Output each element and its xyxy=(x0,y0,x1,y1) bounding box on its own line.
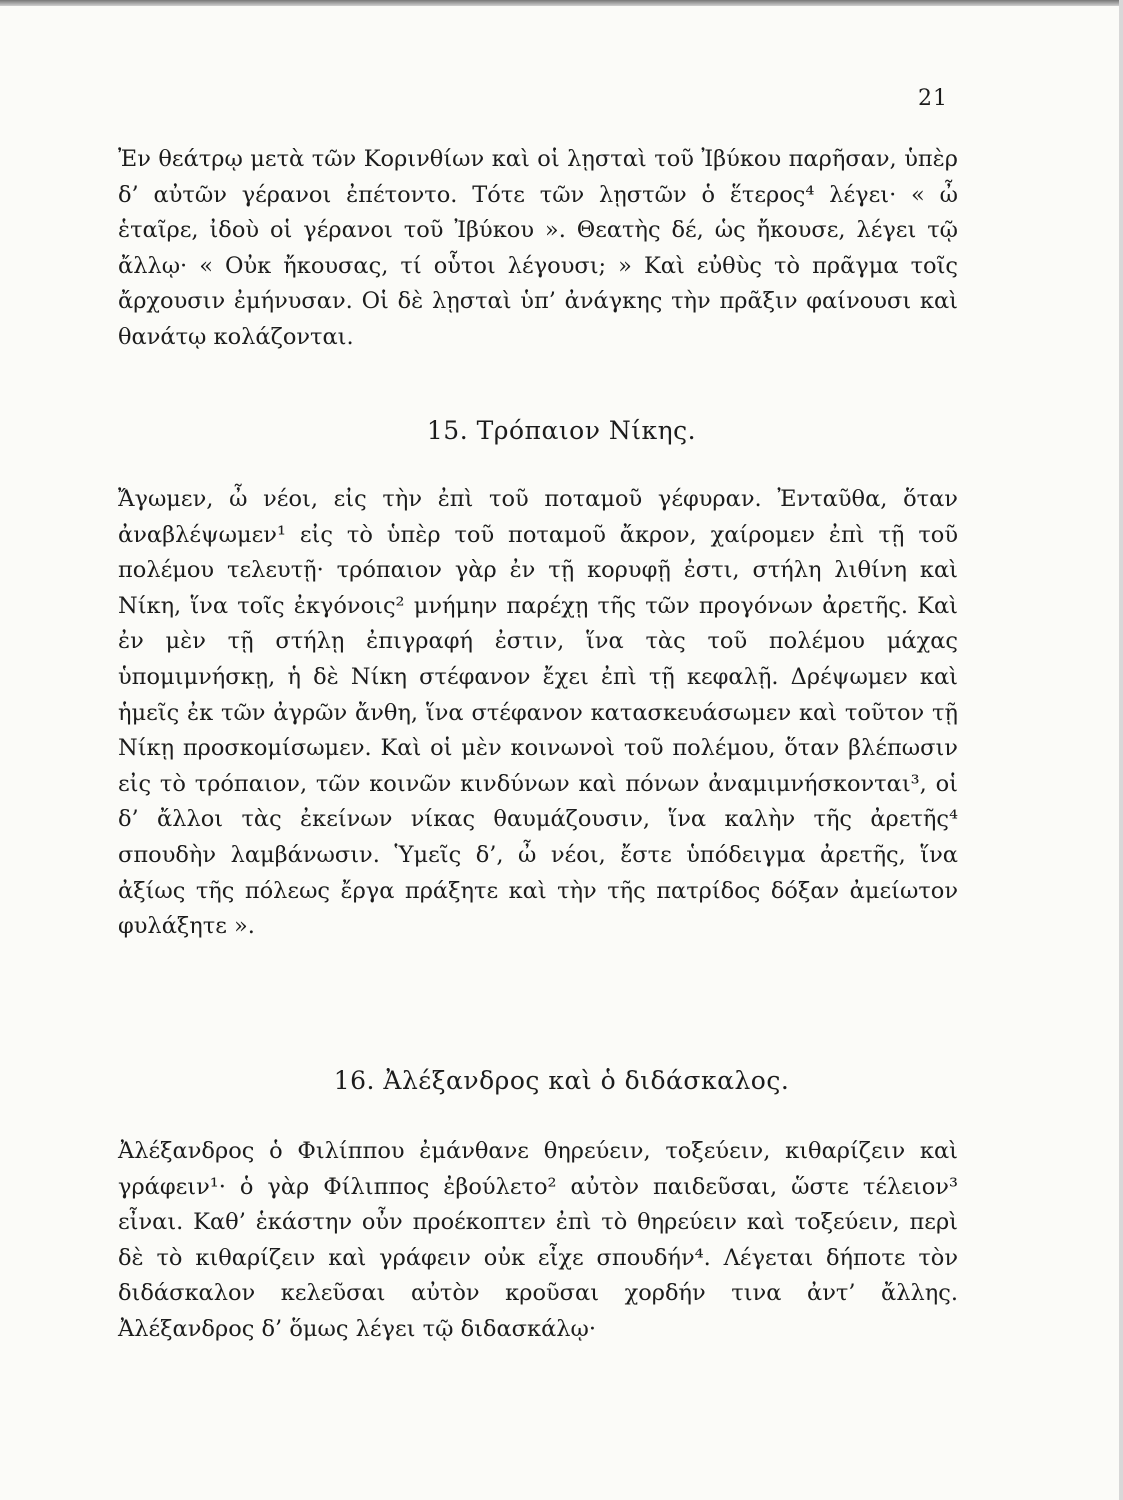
scan-top-edge xyxy=(0,0,1123,6)
section-14-paragraph: Ἐν θεάτρῳ μετὰ τῶν Κορινθίων καὶ οἱ λῃσταὶ τοῦ Ἰβύκου παρῆσαν, ὑπὲρ δ’ αὐτῶν γέρανοι ἐπέτοντο. Τότε τῶν λῃστῶν ὁ ἕτερος⁴ λέγει· « ὦ ἑταῖρε, ἰδοὺ οἱ γέρανοι τοῦ Ἰβύκου ». Θεατὴς δέ, ὡς ἤκουσε, λέγει τῷ ἄλλῳ· « Οὐκ ἤκουσας, τί οὗτοι λέγουσι; » Καὶ εὐθὺς τὸ πρᾶγμα τοῖς ἄρχουσιν ἐμήνυσαν. Οἱ δὲ λῃσταὶ ὑπ’ ἀνάγκης τὴν πρᾶξιν φαίνουσι καὶ θανάτῳ κολάζονται. xyxy=(118,146,958,350)
section-15-heading: 15. Τρόπαιον Νίκης. xyxy=(426,416,697,445)
section-16-paragraph: Ἀλέξανδρος ὁ Φιλίππου ἐμάνθανε θηρεύειν, τοξεύειν, κιθαρίζειν καὶ γράφειν¹· ὁ γὰρ Φίλιππος ἐβούλετο² αὐτὸν παιδεῦσαι, ὥστε τέλειον³ εἶναι. Καθ’ ἑκάστην οὖν προέκοπτεν ἐπὶ τὸ θηρεύειν καὶ τοξεύειν, περὶ δὲ τὸ κιθαρίζειν καὶ γράφειν οὐκ εἶχε σπουδήν⁴. Λέγεται δήποτε τὸν διδάσκαλον κελεῦσαι αὐτὸν κροῦσαι χορδήν τινα ἀντ’ ἄλλης. Ἀλέξανδρος δ’ ὅμως λέγει τῷ διδασκάλῳ· xyxy=(118,1138,958,1342)
section-15-paragraph: Ἄγωμεν, ὦ νέοι, εἰς τὴν ἐπὶ τοῦ ποταμοῦ γέφυραν. Ἐνταῦθα, ὅταν ἀναβλέψωμεν¹ εἰς τὸ ὑπὲρ τοῦ ποταμοῦ ἄκρον, χαίρομεν ἐπὶ τῇ τοῦ πολέμου τελευτῇ· τρόπαιον γὰρ ἐν τῇ κορυφῇ ἐστι, στήλη λιθίνη καὶ Νίκη, ἵνα τοῖς ἐκγόνοις² μνήμην παρέχῃ τῆς τῶν προγόνων ἀρετῆς. Καὶ ἐν μὲν τῇ στήλῃ ἐπιγραφή ἐστιν, ἵνα τὰς τοῦ πολέμου μάχας ὑπομιμνήσκῃ, ἡ δὲ Νίκη στέφανον ἔχει ἐπὶ τῇ κεφαλῇ. Δρέψωμεν καὶ ἡμεῖς ἐκ τῶν ἀγρῶν ἄνθη, ἵνα στέφανον κατασκευάσωμεν καὶ τοῦτον τῇ Νίκῃ προσκομίσωμεν. Καὶ οἱ μὲν κοινωνοὶ τοῦ πολέμου, ὅταν βλέπωσιν εἰς τὸ τρόπαιον, τῶν κοινῶν κινδύνων καὶ πόνων ἀναμιμνήσκονται³, οἱ δ’ ἄλλοι τὰς ἐκείνων νίκας θαυμάζουσιν, ἵνα καλὴν τῆς ἀρετῆς⁴ σπουδὴν λαμβάνωσιν. Ὑμεῖς δ’, ὦ νέοι, ἔστε ὑπόδειγμα ἀρετῆς, ἵνα ἀξίως τῆς πόλεως ἔργα πράξητε καὶ τὴν τῆς πατρίδος δόξαν ἀμείωτον φυλάξητε ». xyxy=(118,486,958,940)
scan-right-edge xyxy=(1119,0,1123,1500)
section-16-heading: 16. Ἀλέξανδρος καὶ ὁ διδάσκαλος. xyxy=(333,1066,790,1095)
page-number: 21 xyxy=(918,86,948,111)
